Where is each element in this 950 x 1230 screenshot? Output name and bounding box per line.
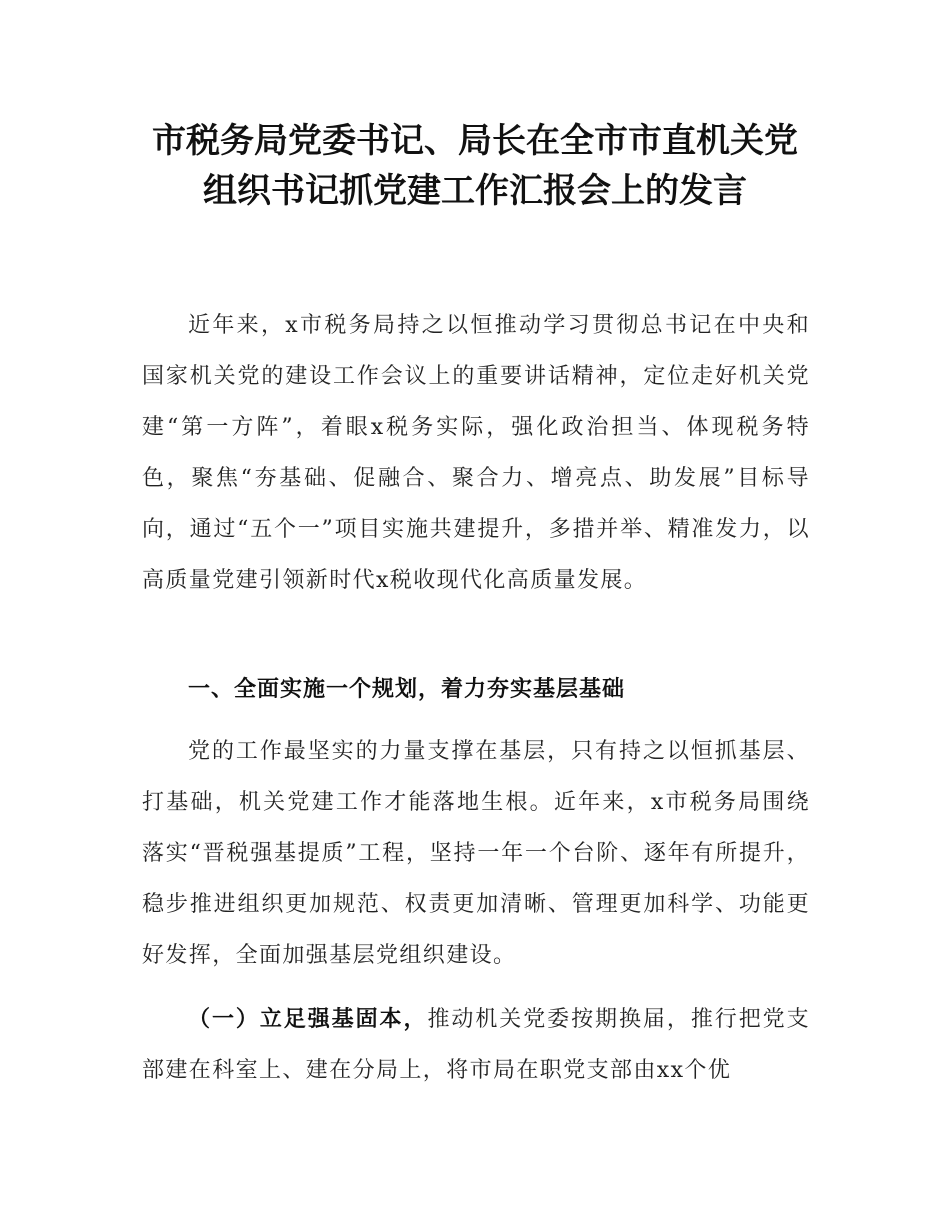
subsection-lead: （一）立足强基固本， bbox=[188, 1007, 428, 1032]
title-line-1: 市税务局党委书记、局长在全市市直机关党 bbox=[152, 121, 798, 161]
paragraph-section-1: 党的工作最坚实的力量支撑在基层，只有持之以恒抓基层、打基础，机关党建工作才能落地生根。近年来，x市税务局围绕落实“晋税强基提质”工程，坚持一年一个台阶、逐年有所提升，稳步推进组织更加规范、权责更加清晰、管理更加科学、功能更好发挥，全面加强基层党组织建设。 bbox=[142, 739, 810, 968]
section-heading-1: 一、全面实施一个规划，着力夯实基层基础 bbox=[188, 677, 626, 702]
paragraph-intro: 近年来，x市税务局持之以恒推动学习贯彻总书记在中央和国家机关党的建设工作会议上的重要讲话精神，定位走好机关党建“第一方阵”，着眼x税务实际，强化政治担当、体现税务特色，聚焦“夯基础、促融合、聚合力、增亮点、助发展”目标导向，通过“五个一”项目实施共建提升，多措并举、精准发力，以高质量党建引领新时代x税收现代化高质量发展。 bbox=[142, 313, 810, 593]
document-title bbox=[100, 116, 850, 216]
title-line-2: 组织书记抓党建工作汇报会上的发言 bbox=[203, 171, 747, 211]
paragraph-subsection-1 bbox=[142, 994, 810, 1096]
subsection-text: 推动机关党委按期换届，推行把党支部建在科室上、建在分局上，将市局在职党支部由xx个优 bbox=[142, 1007, 810, 1083]
